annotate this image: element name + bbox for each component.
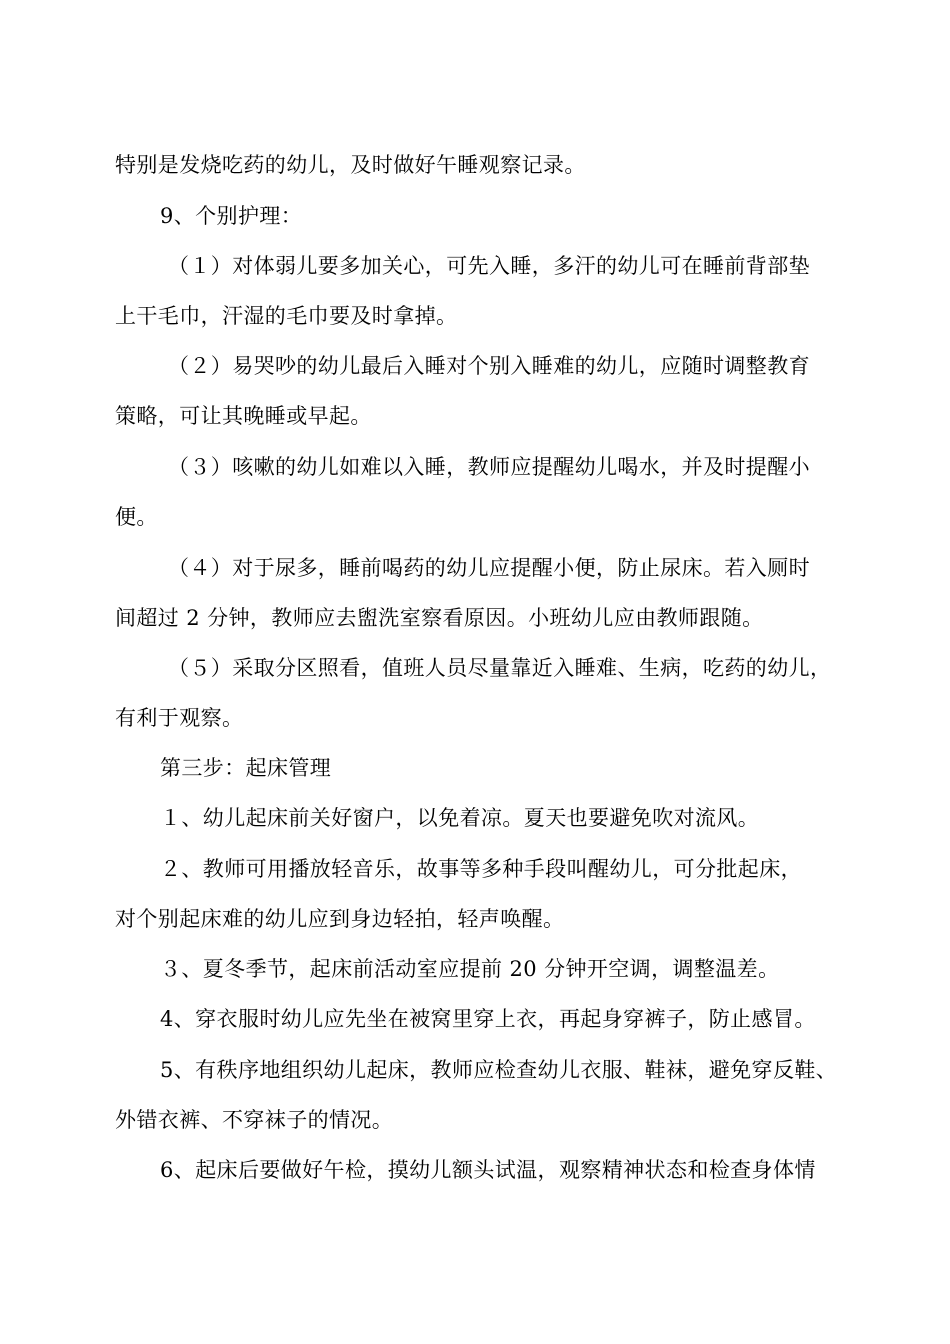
text-line: 4、穿衣服时幼儿应先坐在被窝里穿上衣，再起身穿裤子，防止感冒。	[160, 1007, 816, 1031]
text-line: 6、起床后要做好午检，摸幼儿额头试温，观察精神状态和检查身体情	[160, 1158, 816, 1182]
text-line: （４）对于尿多，睡前喝药的幼儿应提醒小便，防止尿床。若入厕时	[168, 556, 810, 580]
section-heading: 9、个别护理：	[160, 204, 303, 228]
text-line: （３）咳嗽的幼儿如难以入睡，教师应提醒幼儿喝水，并及时提醒小	[168, 455, 810, 479]
text-line: （２）易哭吵的幼儿最后入睡对个别入睡难的幼儿，应随时调整教育	[168, 354, 810, 378]
section-heading: 第三步：起床管理	[160, 756, 332, 780]
text-line: 外错衣裤、不穿袜子的情况。	[115, 1108, 394, 1132]
text-line: 有利于观察。	[115, 706, 244, 730]
text-line: 5、有秩序地组织幼儿起床，教师应检查幼儿衣服、鞋袜，避免穿反鞋、	[160, 1058, 838, 1082]
text-line: （１）对体弱儿要多加关心，可先入睡，多汗的幼儿可在睡前背部垫	[168, 254, 810, 278]
text-line: 特别是发烧吃药的幼儿，及时做好午睡观察记录。	[115, 153, 586, 177]
text-line: （５）采取分区照看，值班人员尽量靠近入睡难、生病，吃药的幼儿，	[168, 656, 832, 680]
text-line: 对个别起床难的幼儿应到身边轻拍，轻声唤醒。	[115, 907, 565, 931]
text-line: 上干毛巾，汗湿的毛巾要及时拿掉。	[115, 304, 458, 328]
text-line: ２、教师可用播放轻音乐，故事等多种手段叫醒幼儿，可分批起床，	[160, 857, 802, 881]
text-line: 间超过 2 分钟，教师应去盥洗室察看原因。小班幼儿应由教师跟随。	[115, 606, 764, 630]
text-line: １、幼儿起床前关好窗户，以免着凉。夏天也要避免吹对流风。	[160, 806, 760, 830]
text-line: 策略，可让其晚睡或早起。	[115, 404, 372, 428]
text-line: ３、夏冬季节，起床前活动室应提前 20 分钟开空调，调整温差。	[160, 957, 780, 981]
text-line: 便。	[115, 505, 158, 529]
